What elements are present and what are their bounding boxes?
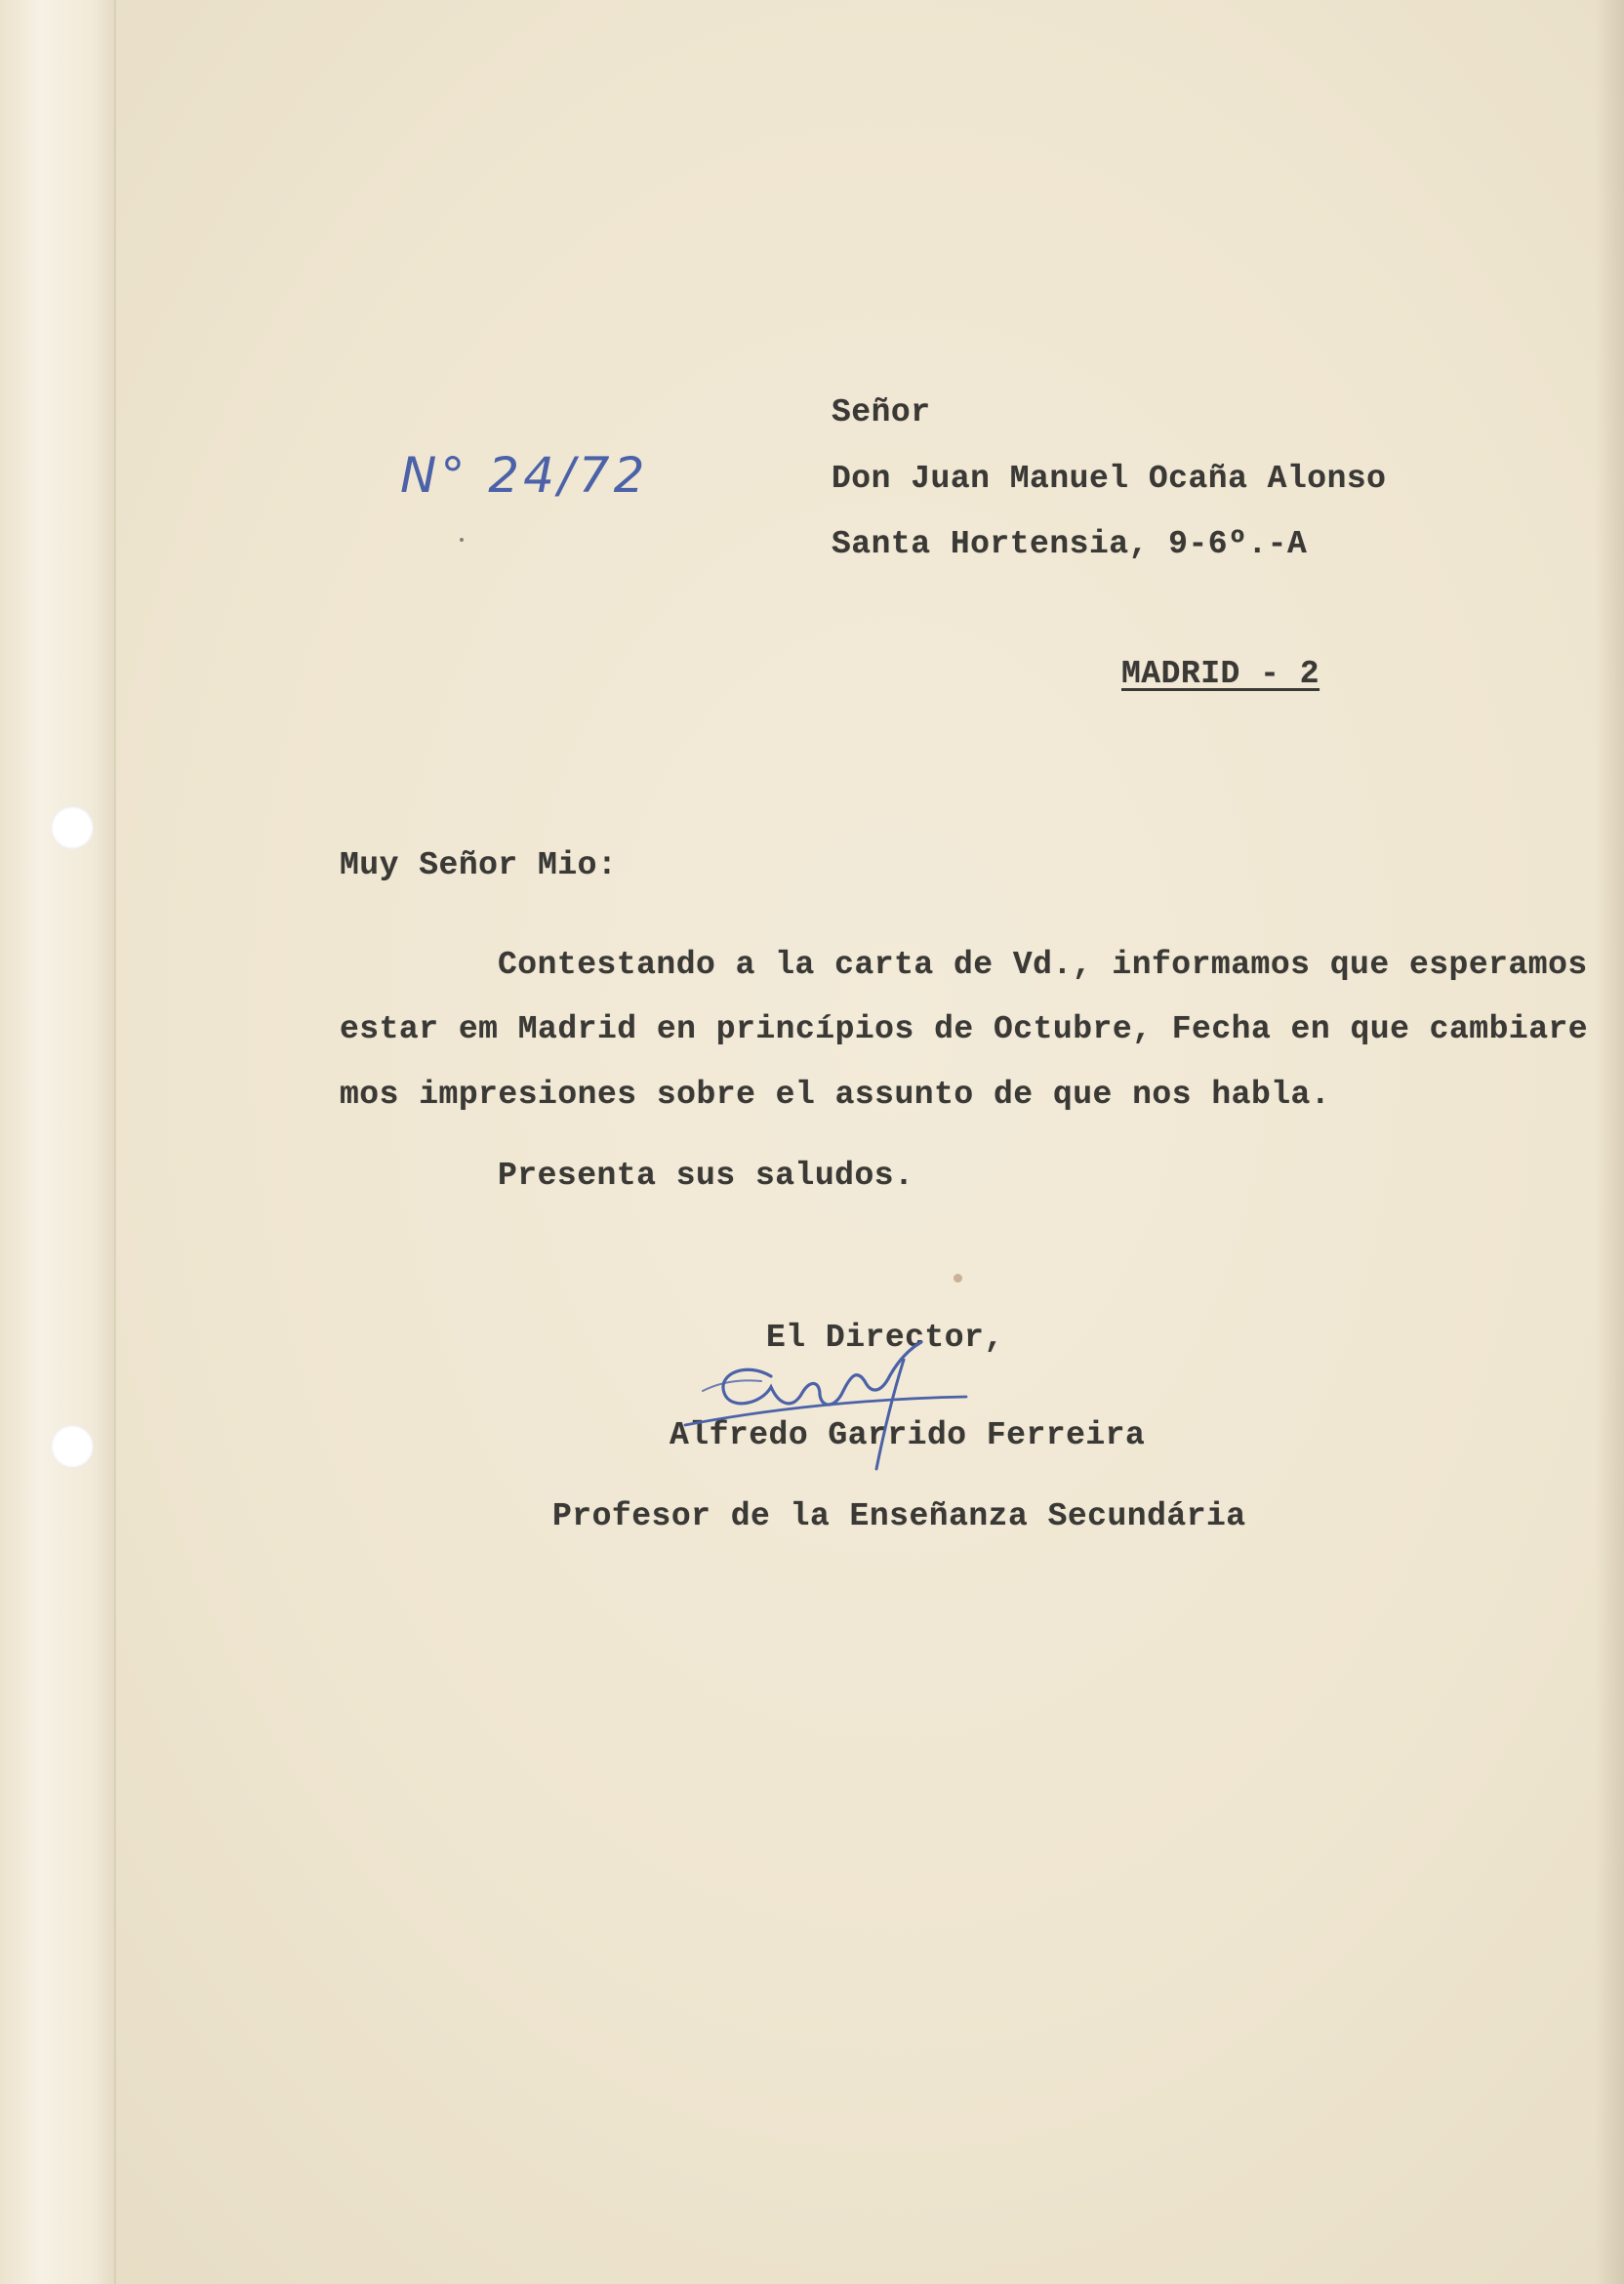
binding-strip <box>0 0 115 2284</box>
page-edge-shadow <box>1595 0 1624 2284</box>
signer-name: Alfredo Garrido Ferreira <box>670 1417 1146 1453</box>
body-line-1: Contestando a la carta de Vd., informamos que esperamos <box>498 947 1588 983</box>
greeting: Muy Señor Mio: <box>340 847 618 883</box>
paper-speck <box>954 1274 962 1283</box>
signer-title: Profesor de la Enseñanza Secundária <box>552 1498 1246 1534</box>
recipient-name: Don Juan Manuel Ocaña Alonso <box>832 461 1387 497</box>
recipient-city: MADRID - 2 <box>1121 656 1320 692</box>
handwritten-reference-number: N° 24/72 <box>400 447 649 504</box>
signer-role: El Director, <box>766 1320 1004 1356</box>
recipient-title: Señor <box>832 394 931 430</box>
handwritten-signature <box>664 1332 995 1489</box>
punch-hole-bottom <box>51 1425 94 1468</box>
punch-hole-top <box>51 806 94 849</box>
body-line-2: estar em Madrid en princípios de Octubre, Fecha en que cambiare <box>340 1011 1589 1047</box>
body-line-3: mos impresiones sobre el assunto de que nos habla. <box>340 1077 1331 1113</box>
recipient-address: Santa Hortensia, 9-6º.-A <box>832 526 1308 562</box>
fold-line <box>114 0 116 2284</box>
closing-line: Presenta sus saludos. <box>498 1158 914 1194</box>
paper-speck <box>460 538 464 542</box>
